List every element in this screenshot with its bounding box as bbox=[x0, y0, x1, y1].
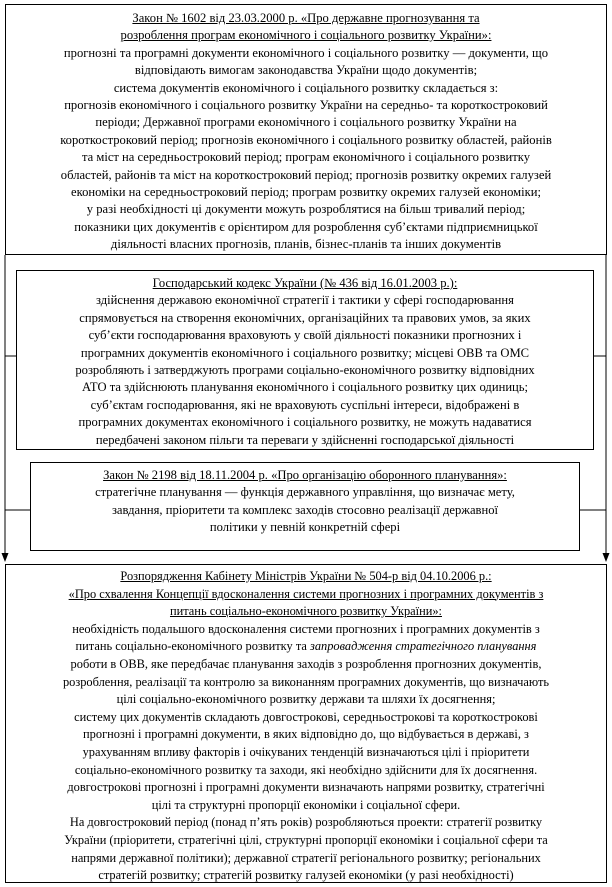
cabinet-order-text-line: довгострокові прогнозні і програмні документи визначають напрями розвитку, стратегічні bbox=[67, 780, 545, 795]
law-1602-box bbox=[5, 4, 607, 255]
cabinet-order-text-line: цілі та структурні пропорції економіки і соціальної сфери. bbox=[151, 797, 461, 812]
law-1602-text-line: короткостроковий період; прогнозів економічного і соціального розвитку областей, районів bbox=[60, 132, 552, 147]
cabinet-order-text-line: прогнозні і програмні документи, в яких відповідно до, що відбувається в державі, з bbox=[83, 727, 529, 742]
law-1602-text-line: економіки на середньостроковий період; програм розвитку окремих галузей економіки; bbox=[71, 185, 541, 200]
cabinet-order-title-line-3: питань соціально-економічного розвитку України»: bbox=[169, 604, 442, 619]
commercial-code-text-line: АТО та здійснюють планування економічного і соціального розвитку цих одиниць; bbox=[81, 380, 529, 395]
law-2198-title: Закон № 2198 від 18.11.2004 р. «Про організацію оборонного планування»: bbox=[103, 468, 507, 482]
cabinet-order-text-line: розроблення, реалізації та контролю за виконанням програмних документів, що визначають bbox=[62, 674, 550, 689]
commercial-code-box bbox=[16, 270, 594, 450]
commercial-code-text-line: програмних документах економічного і соціального розвитку, не можуть надаватися bbox=[78, 415, 532, 430]
law-2198-text-line: стратегічне планування — функція державного управління, що визначає мету, bbox=[95, 485, 515, 500]
law-1602-title-line-1: Закон № 1602 від 23.03.2000 р. «Про державне прогнозування та bbox=[132, 11, 480, 25]
law-2198-box bbox=[30, 462, 580, 551]
commercial-code-text-line: програмних документів економічного і соціального розвитку; місцеві ОВВ та ОМС bbox=[80, 345, 530, 360]
cabinet-order-text-line: соціально-економічного розвитку та заходи, які необхідно здійснити для їх досягнення. bbox=[74, 762, 538, 777]
law-1602-text-line: відповідають вимогам законодавства України щодо документів; bbox=[134, 63, 478, 78]
law-1602-title-line-2: розроблення програм економічного і соціального розвитку України»: bbox=[120, 28, 492, 43]
commercial-code-text-line: суб’єкти господарювання враховують у своїй діяльності показники прогнозних і bbox=[88, 328, 522, 343]
cabinet-order-text-line-emphasis bbox=[10, 638, 602, 656]
law-1602-text-line: система документів економічного і соціального розвитку складається з: bbox=[113, 80, 499, 95]
cabinet-order-504-box bbox=[5, 564, 607, 883]
cabinet-order-text-line: напрями державної політики); державної стратегії регіонального розвитку; регіональних bbox=[71, 850, 541, 865]
law-1602-text-line: областей, районів та міст на короткостроковий період; прогнозів розвитку окремих галузей bbox=[60, 167, 552, 182]
cabinet-order-title-line-1: Розпорядження Кабінету Міністрів України № 504-р від 04.10.2006 р.: bbox=[120, 569, 492, 583]
commercial-code-text-line: суб’єктам господарювання, які не враховують суспільні інтереси, відображені в bbox=[90, 397, 520, 412]
law-1602-text-line: прогнозні та програмні документи економічного і соціального розвитку — документи, що bbox=[63, 45, 549, 60]
cabinet-order-text-line: систему цих документів складають довгострокові, середньострокові та короткострокові bbox=[74, 709, 538, 724]
law-2198-text-line: політики у певній конкретній сфері bbox=[209, 520, 401, 535]
cabinet-order-text-line: України (пріоритети, стратегічні цілі, структурні пропорції економіки і соціальної сфери та bbox=[64, 832, 548, 847]
commercial-code-text-line: розробляють і затверджують програми соціально-економічного розвитку відповідних bbox=[75, 363, 535, 378]
commercial-code-title: Господарський кодекс України (№ 436 від 16.01.2003 р.): bbox=[152, 276, 458, 290]
commercial-code-text-line: передбачені законом пільги та переваги у здійсненні господарської діяльності bbox=[95, 432, 515, 447]
cabinet-order-text-line: На довгостроковий період (понад п’ять років) розробляються проекти: стратегії розвитку bbox=[69, 815, 543, 830]
law-1602-text-line: діяльності власних прогнозів, планів, бізнес-планів та інших документів bbox=[110, 237, 502, 252]
law-1602-text-line: та міст на середньостроковий період; програм економічного і соціального розвитку bbox=[81, 150, 531, 165]
cabinet-order-title-line-2: «Про схвалення Концепції вдосконалення системи прогнозних і програмних документів з bbox=[68, 586, 544, 601]
cabinet-order-text-line: урахуванням впливу факторів і очікуваних тенденцій визначаються цілі і пріоритети bbox=[82, 744, 530, 759]
law-2198-text-line: завдання, пріоритети та комплекс заходів стосовно реалізації державної bbox=[111, 502, 499, 517]
cabinet-order-text-line: необхідність подальшого вдосконалення системи прогнозних і програмних документів з bbox=[72, 621, 540, 636]
law-1602-text-line: періоди; Державної програми економічного і соціального розвитку України на bbox=[95, 115, 517, 130]
law-1602-text-line: у разі необхідності ці документи можуть розроблятися на більш тривалий період; bbox=[86, 202, 526, 217]
cabinet-order-text-prefix: питань соціально-економічного розвитку та bbox=[75, 639, 310, 654]
commercial-code-text-line: спрямовується на створення економічних, організаційних та правових умов, за яких bbox=[79, 310, 531, 325]
commercial-code-text-line: здійснення державою економічної стратегії і тактики у сфері господарювання bbox=[96, 293, 514, 308]
cabinet-order-text-line: стратегій розвитку; стратегій розвитку галузей економіки (у разі необхідності) bbox=[98, 868, 514, 883]
strategic-planning-emphasis: запровадження стратегічного планування bbox=[309, 639, 537, 654]
cabinet-order-text-line: роботи в ОВВ, яке передбачає планування заходів з розроблення прогнозних документів, bbox=[70, 656, 542, 671]
left-arrowhead bbox=[2, 553, 9, 562]
cabinet-order-text-line: цілі соціально-економічного розвитку держави та шляхи їх досягнення; bbox=[116, 692, 496, 707]
law-1602-text-line: показники цих документів є орієнтиром для розроблення суб’єктами підприємницької bbox=[74, 219, 538, 234]
law-1602-text-line: прогнозів економічного і соціального розвитку України на середньо- та короткостроковий bbox=[64, 98, 548, 113]
right-arrowhead bbox=[603, 553, 610, 562]
